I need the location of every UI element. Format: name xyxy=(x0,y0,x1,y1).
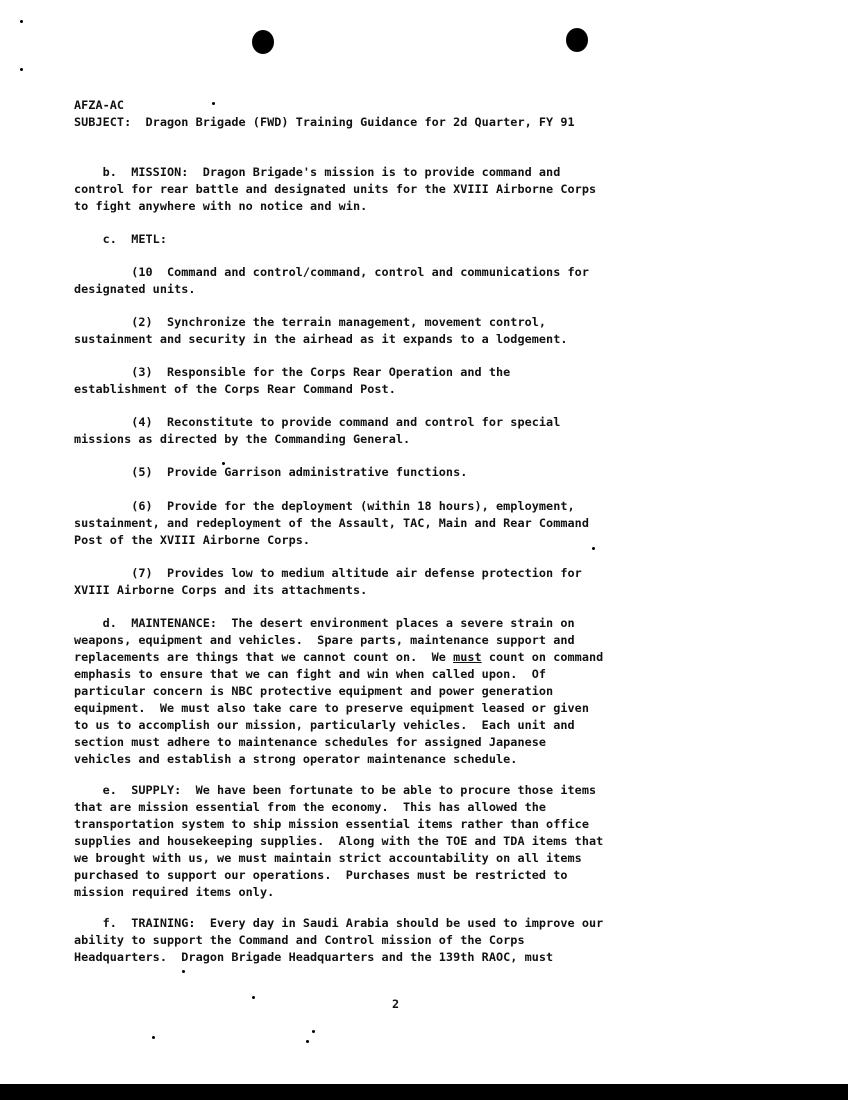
metl-item-line: (3) Responsible for the Corps Rear Operation and the xyxy=(74,365,511,379)
supply-line: mission required items only. xyxy=(74,885,275,899)
training-line: ability to support the Command and Control mission of the Corps xyxy=(74,933,525,947)
scan-speck xyxy=(182,970,185,973)
maintenance-line: particular concern is NBC protective equipment and power generation xyxy=(74,684,554,698)
metl-item-line: Post of the XVIII Airborne Corps. xyxy=(74,533,311,547)
scan-speck xyxy=(312,1030,315,1033)
maintenance-line: section must adhere to maintenance schedules for assigned Japanese xyxy=(74,735,547,749)
scan-speck xyxy=(212,102,215,105)
subject-line: SUBJECT: Dragon Brigade (FWD) Training Guidance for 2d Quarter, FY 91 xyxy=(74,115,575,129)
training-line: Headquarters. Dragon Brigade Headquarters and the 139th RAOC, must xyxy=(74,950,554,964)
scan-edge-bar xyxy=(0,1084,848,1100)
metl-item-line: XVIII Airborne Corps and its attachments. xyxy=(74,583,368,597)
supply-line: e. SUPPLY: We have been fortunate to be able to procure those items xyxy=(74,783,597,797)
supply-line: transportation system to ship mission essential items rather than office xyxy=(74,817,589,831)
maintenance-text: replacements are things that we cannot count on. We xyxy=(74,650,454,664)
metl-heading: c. METL: xyxy=(74,232,167,246)
metl-item-line: missions as directed by the Commanding General. xyxy=(74,432,411,446)
supply-line: purchased to support our operations. Purchases must be restricted to xyxy=(74,868,568,882)
metl-item-line: sustainment, and redeployment of the Assault, TAC, Main and Rear Command xyxy=(74,516,589,530)
maintenance-line: emphasis to ensure that we can fight and win when called upon. Of xyxy=(74,667,547,681)
scan-speck xyxy=(252,996,255,999)
scan-speck xyxy=(592,547,595,550)
maintenance-line: weapons, equipment and vehicles. Spare parts, maintenance support and xyxy=(74,633,575,647)
page-number: 2 xyxy=(392,997,400,1011)
metl-item-line: (10 Command and control/command, control and communications for xyxy=(74,265,589,279)
maintenance-line xyxy=(74,649,603,666)
maintenance-line: d. MAINTENANCE: The desert environment places a severe strain on xyxy=(74,616,575,630)
metl-item-line: establishment of the Corps Rear Command Post. xyxy=(74,382,396,396)
punch-hole-left xyxy=(252,30,274,54)
supply-line: we brought with us, we must maintain strict accountability on all items xyxy=(74,851,582,865)
supply-line: that are mission essential from the economy. This has allowed the xyxy=(74,800,547,814)
scan-speck xyxy=(20,20,23,23)
scan-speck xyxy=(20,68,23,71)
scan-speck xyxy=(152,1036,155,1039)
mission-line: control for rear battle and designated units for the XVIII Airborne Corps xyxy=(74,182,597,196)
scan-speck xyxy=(306,1040,309,1043)
maintenance-text: count on command xyxy=(481,650,604,664)
metl-item-line: (7) Provides low to medium altitude air defense protection for xyxy=(74,566,582,580)
maintenance-line: to us to accomplish our mission, particularly vehicles. Each unit and xyxy=(74,718,575,732)
metl-item-line: (2) Synchronize the terrain management, movement control, xyxy=(74,315,547,329)
mission-line: to fight anywhere with no notice and win. xyxy=(74,199,368,213)
mission-line: b. MISSION: Dragon Brigade's mission is to provide command and xyxy=(74,165,561,179)
metl-item-line: (5) Provide Garrison administrative functions. xyxy=(74,465,468,479)
maintenance-line: vehicles and establish a strong operator maintenance schedule. xyxy=(74,752,518,766)
training-line: f. TRAINING: Every day in Saudi Arabia should be used to improve our xyxy=(74,916,604,930)
punch-hole-right xyxy=(566,28,588,52)
metl-item-line: (4) Reconstitute to provide command and control for special xyxy=(74,415,561,429)
metl-item-line: (6) Provide for the deployment (within 18 hours), employment, xyxy=(74,499,575,513)
supply-line: supplies and housekeeping supplies. Along with the TOE and TDA items that xyxy=(74,834,604,848)
maintenance-line: equipment. We must also take care to preserve equipment leased or given xyxy=(74,701,589,715)
metl-item-line: designated units. xyxy=(74,282,196,296)
emphasized-word: must xyxy=(453,650,482,664)
metl-item-line: sustainment and security in the airhead as it expands to a lodgement. xyxy=(74,332,568,346)
office-symbol: AFZA-AC xyxy=(74,98,125,112)
